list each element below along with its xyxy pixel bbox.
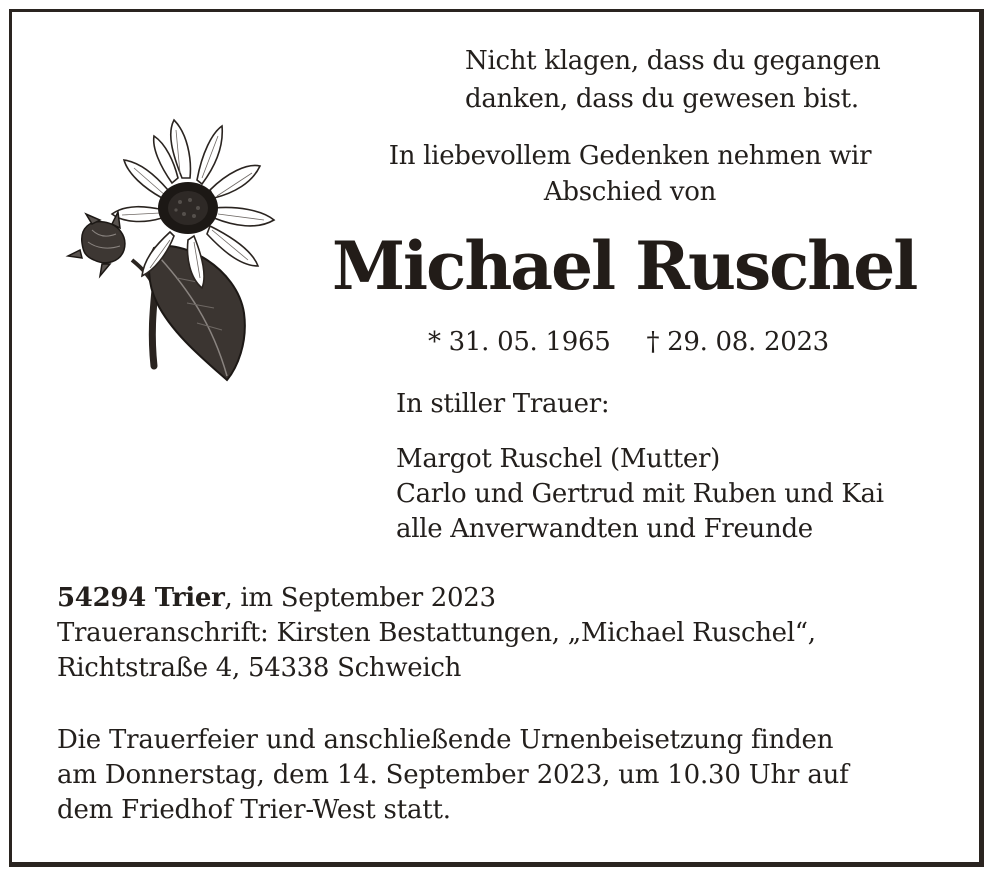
mourning-label: In stiller Trauer: [396, 389, 610, 419]
death-date: † 29. 08. 2023 [646, 327, 829, 357]
ceremony-info [57, 723, 937, 828]
mourners-list [396, 442, 884, 547]
intro-line-1: In liebevollem Gedenken nehmen wir [388, 141, 872, 171]
motto-line-2: danken, dass du gewesen bist. [465, 84, 859, 114]
ceremony-line-3: dem Friedhof Trier-West statt. [57, 795, 451, 825]
intro-text [330, 138, 930, 210]
birth-date: * 31. 05. 1965 [428, 327, 611, 357]
motto-verse [465, 42, 880, 118]
sunflower-illustration [62, 118, 282, 386]
mourner-item: alle Anverwandten und Freunde [396, 514, 813, 544]
motto-line-1: Nicht klagen, dass du gegangen [465, 46, 881, 76]
ceremony-line-2: am Donnerstag, dem 14. September 2023, um 10.30 Uhr auf [57, 760, 849, 790]
place-date-line [57, 581, 816, 616]
intro-line-2: Abschied von [543, 177, 717, 207]
deceased-name: Michael Ruschel [332, 227, 917, 305]
place-and-address [57, 581, 816, 686]
address-line-1: Traueranschrift: Kirsten Bestattungen, „Michael Ruschel“, [57, 618, 816, 648]
life-dates [428, 324, 829, 360]
address-line-2: Richtstraße 4, 54338 Schweich [57, 653, 462, 683]
mourner-item: Margot Ruschel (Mutter) [396, 444, 720, 474]
city: 54294 Trier [57, 583, 225, 613]
mourner-item: Carlo und Gertrud mit Ruben und Kai [396, 479, 884, 509]
ceremony-line-1: Die Trauerfeier und anschließende Urnenbeisetzung finden [57, 725, 834, 755]
date-suffix: , im September 2023 [224, 583, 496, 613]
